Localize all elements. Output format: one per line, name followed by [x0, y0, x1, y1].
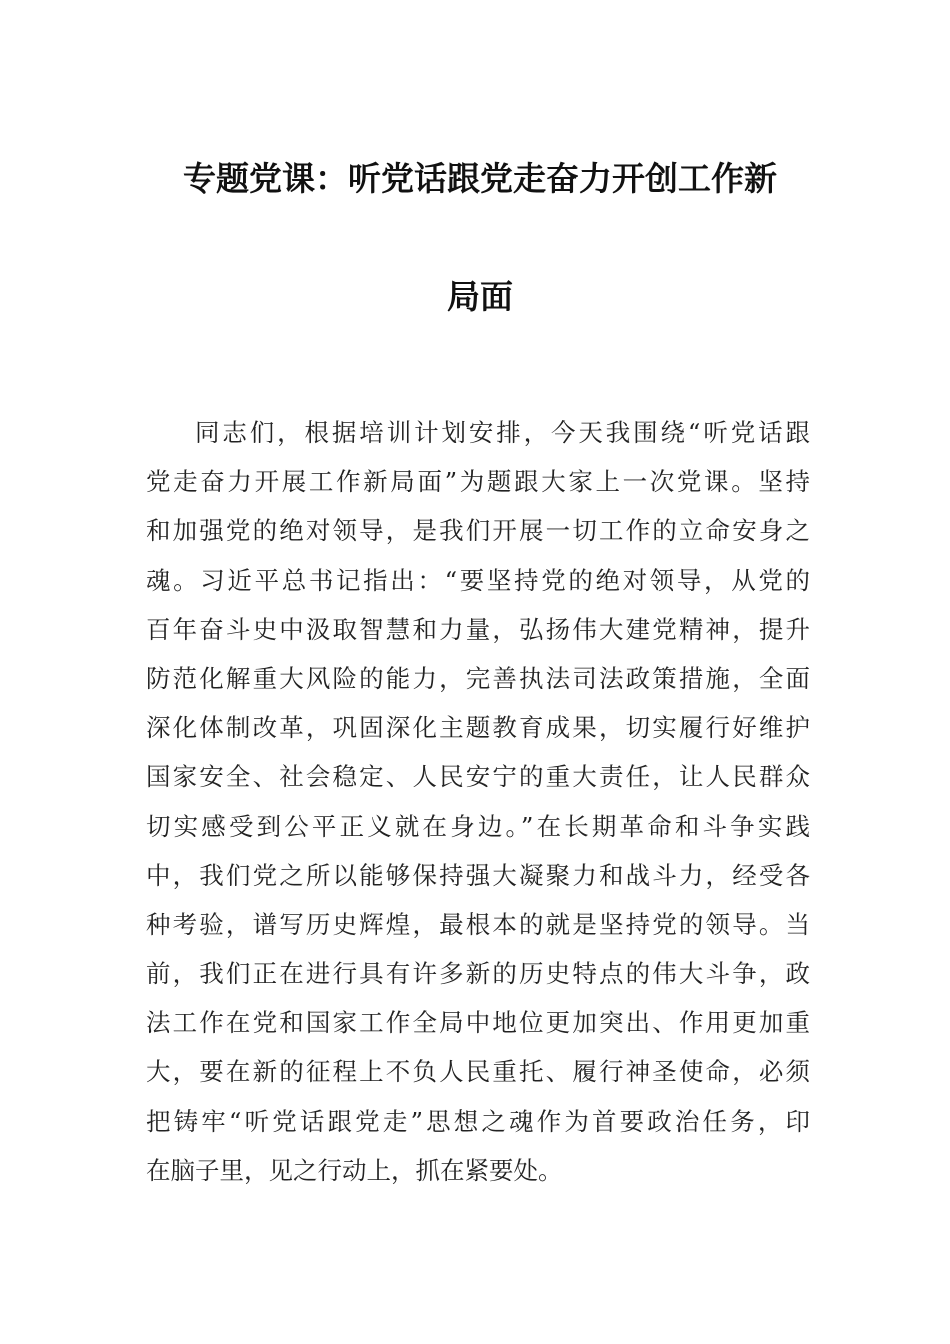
paragraph-line: 和加强党的绝对领导，是我们开展一切工作的立命安身之	[146, 516, 810, 546]
paragraph-line: 防范化解重大风险的能力，完善执法司法政策措施，全面	[146, 663, 810, 693]
paragraph-line: 百年奋斗史中汲取智慧和力量，弘扬伟大建党精神，提升	[146, 614, 810, 644]
paragraph-line: 前，我们正在进行具有许多新的历史特点的伟大斗争，政	[146, 959, 810, 989]
paragraph-line: 魂。习近平总书记指出：“要坚持党的绝对领导，从党的	[146, 565, 810, 595]
paragraph-line: 在脑子里，见之行动上，抓在紧要处。	[146, 1155, 563, 1185]
paragraph-line: 把铸牢“听党话跟党走”思想之魂作为首要政治任务，印	[146, 1106, 810, 1136]
paragraph-line: 国家安全、社会稳定、人民安宁的重大责任，让人民群众	[146, 762, 810, 792]
paragraph-line: 党走奋力开展工作新局面”为题跟大家上一次党课。坚持	[146, 467, 810, 497]
body-paragraph	[146, 416, 810, 1203]
document-title-line-2: 局面	[447, 277, 513, 316]
document-title-line-1: 专题党课：听党话跟党走奋力开创工作新	[183, 159, 777, 198]
paragraph-line: 切实感受到公平正义就在身边。”在长期革命和斗争实践	[146, 811, 810, 841]
paragraph-line: 种考验，谱写历史辉煌，最根本的就是坚持党的领导。当	[146, 909, 810, 939]
paragraph-line: 法工作在党和国家工作全局中地位更加突出、作用更加重	[146, 1008, 810, 1038]
paragraph-line: 同志们，根据培训计划安排，今天我围绕“听党话跟	[195, 418, 810, 447]
paragraph-line: 深化体制改革，巩固深化主题教育成果，切实履行好维护	[146, 713, 810, 743]
paragraph-line: 中，我们党之所以能够保持强大凝聚力和战斗力，经受各	[146, 860, 810, 890]
paragraph-line: 大，要在新的征程上不负人民重托、履行神圣使命，必须	[146, 1057, 810, 1087]
